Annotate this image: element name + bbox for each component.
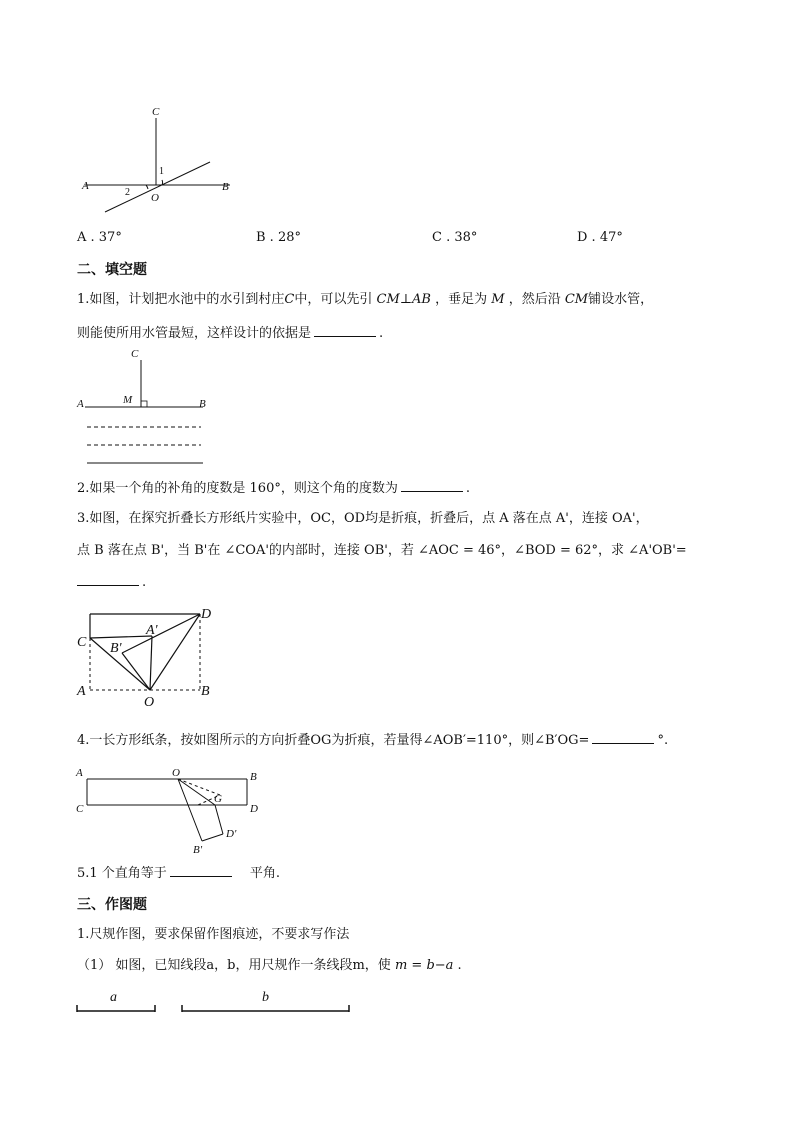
fig1-label-b: B bbox=[222, 181, 229, 193]
fig3-label-c: C bbox=[77, 635, 87, 650]
fig4-label-c: C bbox=[76, 803, 84, 815]
fig1-label-1: 1 bbox=[159, 166, 164, 177]
fig2-label-a: A bbox=[77, 398, 84, 410]
fig4-label-g: G bbox=[214, 793, 222, 805]
q3-answer-blank[interactable] bbox=[77, 573, 139, 586]
q4-text: 4.一长方形纸条，按如图所示的方向折叠OG为折痕，若量得∠AOB′=110°，则∠B′OG= °. bbox=[77, 733, 669, 748]
q4-answer-blank[interactable] bbox=[592, 731, 654, 744]
figure-angle-intersection bbox=[70, 100, 240, 220]
fig4-label-b: B bbox=[250, 771, 257, 783]
fig3-label-b1: B' bbox=[110, 641, 122, 656]
q2-answer-blank[interactable] bbox=[401, 479, 463, 492]
fig3-label-a: A bbox=[77, 684, 86, 699]
q1-line1: 1.如图，计划把水池中的水引到村庄C中，可以先引 CM⊥AB ，垂足为 M ，然后沿 CM铺设水管， bbox=[77, 292, 654, 307]
q6-sub: （1） 如图，已知线段a，b，用尺规作一条线段m，使 m = b−a . bbox=[77, 958, 462, 973]
fig3-label-a1: A' bbox=[146, 623, 158, 638]
fig4-label-d1: D' bbox=[226, 828, 237, 840]
fig5-label-b: b bbox=[262, 990, 269, 1005]
q5-answer-blank[interactable] bbox=[170, 864, 232, 877]
choice-b: B . 28° bbox=[256, 230, 301, 245]
fig3-label-b: B bbox=[201, 684, 210, 699]
section-fill-blank-title: 二、填空题 bbox=[77, 262, 147, 278]
fig2-label-c: C bbox=[131, 348, 139, 360]
fig1-label-2: 2 bbox=[125, 187, 130, 198]
q1-line2: 则能使所用水管最短，这样设计的依据是 . bbox=[77, 326, 384, 341]
fig3-label-o: O bbox=[144, 695, 155, 710]
figure-fold-rectangle bbox=[70, 598, 230, 710]
q3-line2: 点 B 落在点 B'，当 B'在 ∠COA'的内部时，连接 OB'，若 ∠AOC = 46°，∠BOD = 62°，求 ∠A'OB'= bbox=[77, 543, 687, 558]
q3-line3: . bbox=[77, 573, 146, 591]
figure-fold-strip bbox=[72, 762, 272, 857]
fig3-label-d: D bbox=[201, 607, 212, 622]
fig4-label-b1: B' bbox=[193, 844, 203, 856]
fig1-label-o: O bbox=[151, 192, 159, 204]
fig4-label-o: O bbox=[172, 767, 180, 779]
q6-title: 1.尺规作图，要求保留作图痕迹，不要求写作法 bbox=[77, 927, 350, 942]
choice-a: A . 37° bbox=[77, 230, 122, 245]
q1-answer-blank[interactable] bbox=[314, 324, 376, 337]
q5-text: 5.1 个直角等于 平角. bbox=[77, 866, 280, 881]
section-construction-title: 三、作图题 bbox=[77, 897, 147, 913]
fig4-label-d: D bbox=[250, 803, 258, 815]
q2-text: 2.如果一个角的补角的度数是 160°，则这个角的度数为 . bbox=[77, 481, 470, 496]
fig2-label-m: M bbox=[123, 394, 133, 406]
fig5-label-a: a bbox=[110, 990, 117, 1005]
fig4-label-a: A bbox=[76, 767, 83, 779]
choice-c: C . 38° bbox=[432, 230, 478, 245]
q3-line1: 3.如图，在探究折叠长方形纸片实验中，OC，OD均是折痕，折叠后，点 A 落在点 A'，连接 OA'， bbox=[77, 511, 649, 526]
fig2-label-b: B bbox=[199, 398, 206, 410]
fig1-label-c: C bbox=[152, 106, 160, 118]
fig1-label-a: A bbox=[82, 180, 89, 192]
choice-d: D . 47° bbox=[577, 230, 623, 245]
figure-segments-ab bbox=[74, 985, 364, 1020]
figure-water-pipe bbox=[75, 345, 215, 470]
